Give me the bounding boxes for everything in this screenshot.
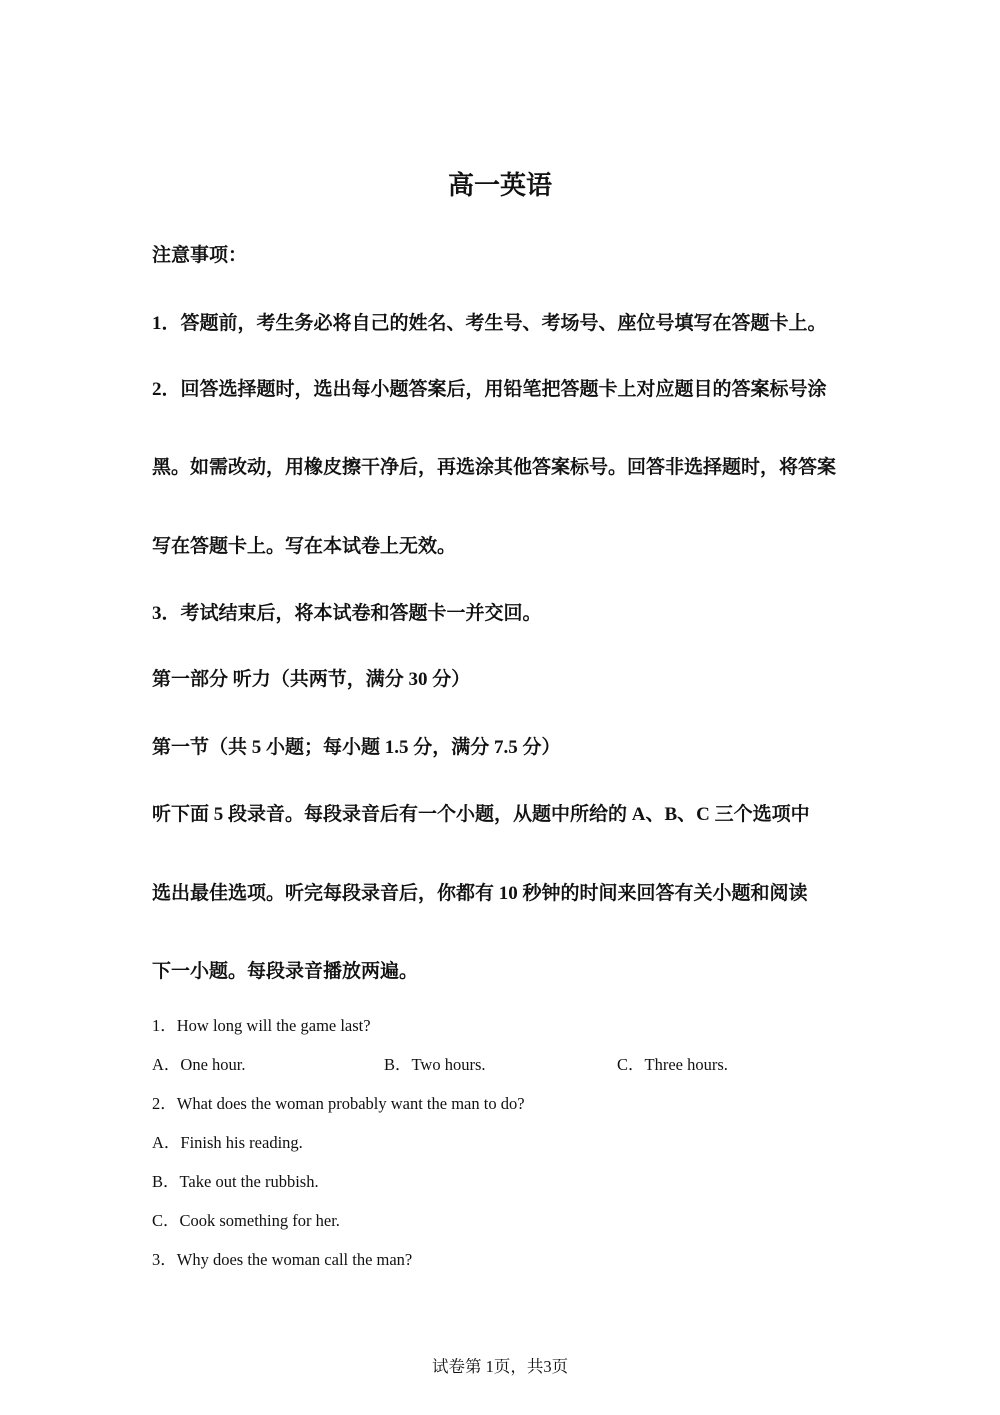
notice-heading: 注意事项： xyxy=(152,245,248,266)
part-heading: 第一部分 听力（共两节，满分 30 分） xyxy=(152,669,471,690)
question-2-stem: 2．What does the woman probably want the man to do? xyxy=(152,1094,525,1113)
instruction-line-3: 下一小题。每段录音播放两遍。 xyxy=(152,961,419,982)
question-1-option-a: A．One hour. xyxy=(152,1055,246,1074)
notice-item-3: 3．考试结束后，将本试卷和答题卡一并交回。 xyxy=(152,603,542,624)
question-3-stem: 3．Why does the woman call the man? xyxy=(152,1250,413,1269)
section-heading: 第一节（共 5 小题；每小题 1.5 分，满分 7.5 分） xyxy=(152,737,561,758)
page-title: 高一英语 xyxy=(447,171,552,200)
notice-item-2-line-1: 2．回答选择题时，选出每小题答案后，用铅笔把答题卡上对应题目的答案标号涂 xyxy=(152,379,827,400)
question-2-option-c: C．Cook something for her. xyxy=(152,1211,340,1230)
notice-item-2-line-2: 黑。如需改动，用橡皮擦干净后，再选涂其他答案标号。回答非选择题时，将答案 xyxy=(152,457,837,478)
question-1-option-b: B．Two hours. xyxy=(384,1055,486,1074)
question-1-option-c: C．Three hours. xyxy=(617,1055,728,1074)
notice-item-2-line-3: 写在答题卡上。写在本试卷上无效。 xyxy=(152,536,457,557)
page-footer: 试卷第 1页，共3页 xyxy=(431,1357,569,1376)
instruction-line-1: 听下面 5 段录音。每段录音后有一个小题，从题中所给的 A、B、C 三个选项中 xyxy=(152,804,810,825)
notice-item-1: 1．答题前，考生务必将自己的姓名、考生号、考场号、座位号填写在答题卡上。 xyxy=(152,313,827,334)
question-2-option-b: B．Take out the rubbish. xyxy=(152,1172,319,1191)
question-1-stem: 1．How long will the game last? xyxy=(152,1016,371,1035)
question-2-option-a: A．Finish his reading. xyxy=(152,1133,303,1152)
instruction-line-2: 选出最佳选项。听完每段录音后，你都有 10 秒钟的时间来回答有关小题和阅读 xyxy=(152,883,808,904)
